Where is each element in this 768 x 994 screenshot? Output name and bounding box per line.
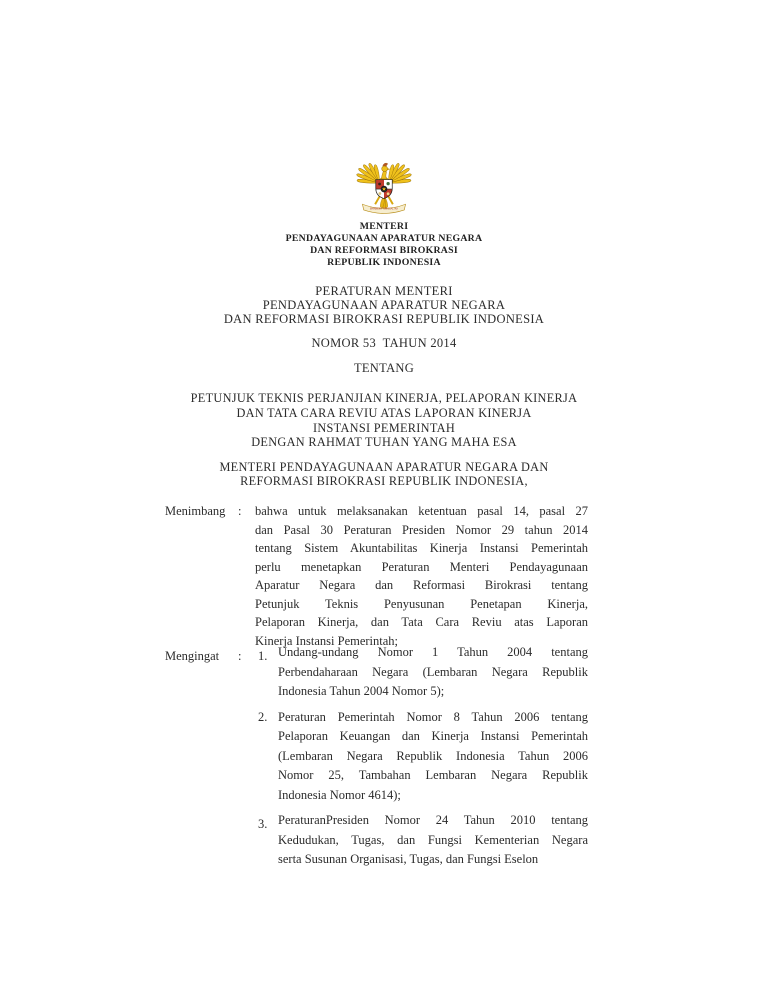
issuing-authority: MENTERI PENDAYAGUNAAN APARATUR NEGARA DAN REFORMASI BIROKRASI REPUBLIK INDONESIA, xyxy=(219,460,549,488)
item-3-number: 3. xyxy=(258,817,268,831)
svg-text:BHINNEKA TUNGGAL IKA: BHINNEKA TUNGGAL IKA xyxy=(370,207,398,211)
item-2-text: Peraturan Pemerintah Nomor 8 Tahun 2006 tentang Pelaporan Keuangan dan Kinerja Instansi Pemerintah (Lembaran Negara Republik Indonesia Tahun 2006 Nomor 25, Tambahan Lembaran Negara Republik Indonesia Nomor 4614); xyxy=(278,709,588,802)
item-1-number: 1. xyxy=(258,649,268,663)
garuda-pancasila-icon xyxy=(346,151,422,217)
regulation-number: NOMOR 53 TAHUN 2014 xyxy=(311,336,457,350)
regulation-subject: PETUNJUK TEKNIS PERJANJIAN KINERJA, PELAPORAN KINERJA DAN TATA CARA REVIU ATAS LAPORAN KINERJA INSTANSI PEMERINTAH DENGAN RAHMAT TUHAN YANG MAHA ESA xyxy=(190,391,578,450)
item-3-text: PeraturanPresiden Nomor 24 Tahun 2010 tentang Kedudukan, Tugas, dan Fungsi Kementerian Negara serta Susunan Organisasi, Tugas, dan Fungsi Eselon xyxy=(278,813,588,866)
letterhead-ministry-name: MENTERI PENDAYAGUNAAN APARATUR NEGARA DAN REFORMASI BIROKRASI REPUBLIK INDONESIA xyxy=(285,221,483,268)
menimbang-label: Menimbang xyxy=(165,504,226,518)
item-2-number: 2. xyxy=(258,709,268,724)
garuda-pancasila-emblem xyxy=(346,151,422,217)
mengingat-list xyxy=(258,643,588,876)
mengingat-label: Mengingat xyxy=(165,649,220,663)
menimbang-colon: : xyxy=(238,504,242,518)
item-1-text: Undang-undang Nomor 1 Tahun 2004 tentang Perbendaharaan Negara (Lembaran Negara Republik Indonesia Tahun 2004 Nomor 5); xyxy=(278,645,588,698)
tentang-label: TENTANG xyxy=(353,361,415,375)
menimbang-text: bahwa untuk melaksanakan ketentuan pasal 14, pasal 27 dan Pasal 30 Peraturan Presiden Nomor 29 tahun 2014 tentang Sistem Akuntabilitas Kinerja Instansi Pemerintah perlu menetapkan Peraturan Menteri Pendayagunaan Aparatur Negara dan Reformasi Birokrasi tentang Petunjuk Teknis Penyusunan Penetapan Kinerja, Pelaporan Kinerja, dan Tata Cara Reviu atas Laporan Kinerja Instansi Pemerintah; xyxy=(255,504,588,648)
legal-basis-item-1 xyxy=(258,643,588,702)
regulation-title: PERATURAN MENTERI PENDAYAGUNAAN APARATUR NEGARA DAN REFORMASI BIROKRASI REPUBLIK INDONESIA xyxy=(223,284,545,326)
mengingat-colon: : xyxy=(238,649,242,663)
legal-basis-item-3 xyxy=(258,811,588,870)
legal-basis-item-2 xyxy=(258,708,588,806)
